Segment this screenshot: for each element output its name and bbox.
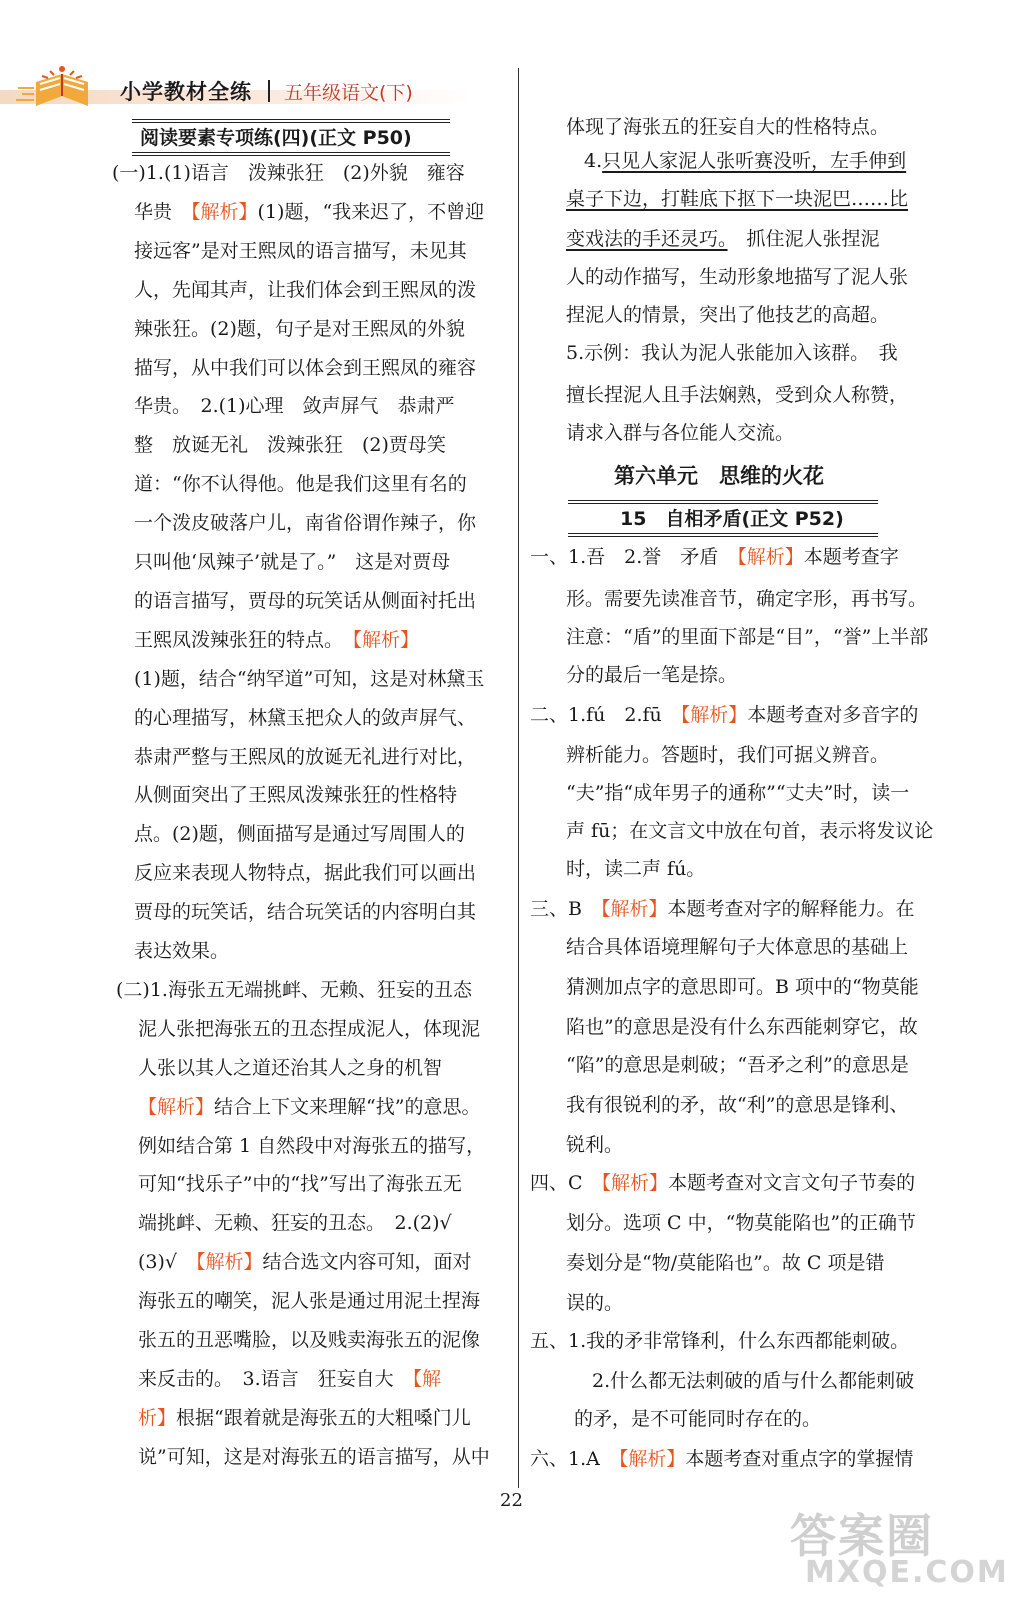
lesson-rule-top bbox=[568, 500, 878, 504]
left-text-line: 道：“你不认得他。他是我们这里有名的 bbox=[134, 473, 467, 496]
left-text-line: 说”可知，这是对海张五的语言描写，从中 bbox=[138, 1445, 490, 1468]
left-text-line: 人张以其人之道还治其人之身的机智 bbox=[138, 1056, 443, 1079]
header-title: 小学教材全练 bbox=[120, 80, 252, 104]
right-text-line: 时，读二声 fú。 bbox=[566, 858, 706, 880]
left-text-line: 辣张狂。(2)题，句子是对王熙凤的外貌 bbox=[134, 317, 465, 340]
left-text-line: 描写，从中我们可以体会到王熙凤的雍容 bbox=[134, 356, 477, 379]
left-text-line: (二)1.海张五无端挑衅、无赖、狂妄的丑态 bbox=[116, 978, 472, 1001]
left-text-line: (1)题，结合“纳罕道”可知，这是对林黛玉 bbox=[134, 667, 485, 690]
page-number: 22 bbox=[500, 1490, 523, 1511]
left-text-line: 【解析】结合上下文来理解“找”的意思。 bbox=[138, 1095, 481, 1118]
left-text-line: 王熙凤泼辣张狂的特点。 【解析】 bbox=[134, 628, 420, 651]
right-text-line: 4.只见人家泥人张听赛没听，左手伸到 bbox=[584, 150, 907, 172]
left-text-line: 华贵。 2.(1)心理 敛声屏气 恭肃严 bbox=[134, 395, 455, 418]
right-text-line: 桌子下边，打鞋底下抠下一块泥巴……比 bbox=[566, 188, 909, 210]
left-text-line: 海张五的嘲笑，泥人张是通过用泥土捏海 bbox=[138, 1290, 481, 1313]
header-subtitle: 五年级语文(下) bbox=[284, 82, 413, 104]
left-text-line: 人，先闻其声，让我们体会到王熙凤的泼 bbox=[134, 278, 477, 301]
unit-title: 第六单元 思维的火花 bbox=[614, 464, 824, 488]
left-text-line: (3)√ 【解析】结合选文内容可知，面对 bbox=[138, 1251, 472, 1274]
section-rule-top bbox=[132, 119, 450, 123]
right-text-line: 我有很锐利的矛，故“利”的意思是锋利、 bbox=[566, 1094, 909, 1116]
left-text-line: 来反击的。 3.语言 狂妄自大 【解 bbox=[138, 1367, 442, 1390]
section-rule-bottom bbox=[132, 152, 450, 156]
section-title: 阅读要素专项练(四)(正文 P50) bbox=[140, 127, 412, 149]
right-text-line: 六、1.A 【解析】本题考查对重点字的掌握情 bbox=[530, 1448, 914, 1470]
right-text-line: 的矛，是不可能同时存在的。 bbox=[574, 1408, 822, 1430]
left-text-line: 华贵 【解析】(1)题，“我来迟了，不曾迎 bbox=[134, 200, 485, 223]
right-text-line: 人的动作描写，生动形象地描写了泥人张 bbox=[566, 266, 909, 288]
right-text-line: 请求入群与各位能人交流。 bbox=[566, 422, 795, 444]
left-text-line: 贾母的玩笑话，结合玩笑话的内容明白其 bbox=[134, 901, 477, 924]
right-text-line: 三、B 【解析】本题考查对字的解释能力。在 bbox=[530, 898, 915, 920]
watermark-url: MXQE.COM bbox=[805, 1555, 1009, 1590]
right-text-line: 划分。选项 C 中，“物莫能陷也”的正确节 bbox=[566, 1212, 917, 1234]
right-text-line: 分的最后一笔是捺。 bbox=[566, 664, 738, 686]
left-text-line: 反应来表现人物特点，据此我们可以画出 bbox=[134, 862, 477, 885]
right-text-line: 声 fū；在文言文中放在句首，表示将发议论 bbox=[566, 820, 934, 842]
left-text-line: (一)1.(1)语言 泼辣张狂 (2)外貌 雍容 bbox=[112, 162, 465, 184]
left-text-line: 恭肃严整与王熙凤的放诞无礼进行对比， bbox=[134, 745, 477, 768]
right-text-line: 变戏法的手还灵巧。 抓住泥人张捏泥 bbox=[566, 228, 880, 250]
right-text-line: 四、C 【解析】本题考查对文言文句子节奏的 bbox=[530, 1172, 916, 1194]
left-text-line: 只叫他‘凤辣子’就是了。” 这是对贾母 bbox=[134, 551, 451, 573]
left-text-line: 可知“找乐子”中的“找”写出了海张五无 bbox=[138, 1173, 462, 1196]
book-logo-icon bbox=[14, 62, 110, 112]
right-text-line: 一、1.吾 2.誉 矛盾 【解析】本题考查字 bbox=[530, 546, 899, 568]
right-text-line: 结合具体语境理解句子大体意思的基础上 bbox=[566, 936, 909, 958]
right-text-line: 形。需要先读准音节，确定字形，再书写。 bbox=[566, 588, 928, 610]
left-text-line: 从侧面突出了王熙凤泼辣张狂的性格特 bbox=[134, 784, 458, 807]
right-text-line: 误的。 bbox=[566, 1292, 624, 1314]
right-text-line: “陷”的意思是刺破；“吾矛之利”的意思是 bbox=[566, 1054, 909, 1076]
left-text-line: 表达效果。 bbox=[134, 940, 230, 962]
right-text-line: 擅长捏泥人且手法娴熟，受到众人称赞， bbox=[566, 384, 909, 406]
left-text-line: 的心理描写，林黛玉把众人的敛声屏气、 bbox=[134, 706, 477, 729]
left-text-line: 析】根据“跟着就是海张五的大粗嗓门儿 bbox=[138, 1406, 471, 1429]
right-text-line: “夫”指“成年男子的通称”“丈夫”时，读一 bbox=[566, 782, 910, 804]
right-text-line: 奏划分是“物/莫能陷也”。故 C 项是错 bbox=[566, 1252, 885, 1274]
right-text-line: 2.什么都无法刺破的盾与什么都能刺破 bbox=[592, 1370, 915, 1392]
right-text-line: 二、1.fú 2.fū 【解析】本题考查对多音字的 bbox=[530, 704, 919, 726]
right-text-line: 陷也”的意思是没有什么东西能刺穿它，故 bbox=[566, 1016, 918, 1038]
lesson-rule-bottom bbox=[568, 533, 878, 537]
lesson-title: 15 自相矛盾(正文 P52) bbox=[620, 508, 844, 530]
left-text-line: 整 放诞无礼 泼辣张狂 (2)贾母笑 bbox=[134, 434, 446, 457]
column-divider bbox=[518, 68, 519, 1488]
left-text-line: 接远客”是对王熙凤的语言描写，未见其 bbox=[134, 239, 467, 262]
left-text-line: 点。(2)题，侧面描写是通过写周围人的 bbox=[134, 823, 465, 846]
left-text-line: 的语言描写，贾母的玩笑话从侧面衬托出 bbox=[134, 589, 477, 612]
left-text-line: 例如结合第 1 自然段中对海张五的描写， bbox=[138, 1134, 486, 1157]
left-text-line: 一个泼皮破落户儿，南省俗谓作辣子，你 bbox=[134, 512, 477, 535]
right-text-line: 注意：“盾”的里面下部是“目”，“誉”上半部 bbox=[566, 626, 929, 648]
right-text-line: 猜测加点字的意思即可。B 项中的“物莫能 bbox=[566, 976, 919, 998]
left-text-line: 张五的丑恶嘴脸，以及贱卖海张五的泥像 bbox=[138, 1329, 481, 1351]
right-text-line: 捏泥人的情景，突出了他技艺的高超。 bbox=[566, 304, 890, 326]
right-text-line: 五、1.我的矛非常锋利，什么东西都能刺破。 bbox=[530, 1330, 910, 1352]
right-text-line: 5.示例：我认为泥人张能加入该群。 我 bbox=[566, 342, 898, 364]
left-text-line: 泥人张把海张五的丑态捏成泥人，体现泥 bbox=[138, 1017, 481, 1040]
right-text-line: 辨析能力。答题时，我们可据义辨音。 bbox=[566, 744, 890, 766]
right-text-line: 锐利。 bbox=[566, 1134, 624, 1156]
left-text-line: 端挑衅、无赖、狂妄的丑态。 2.(2)√ bbox=[138, 1212, 452, 1235]
watermark-logo: 答案圈 bbox=[790, 1509, 934, 1563]
page-header bbox=[0, 62, 480, 114]
header-divider bbox=[268, 80, 270, 102]
right-text-line: 体现了海张五的狂妄自大的性格特点。 bbox=[566, 116, 890, 138]
